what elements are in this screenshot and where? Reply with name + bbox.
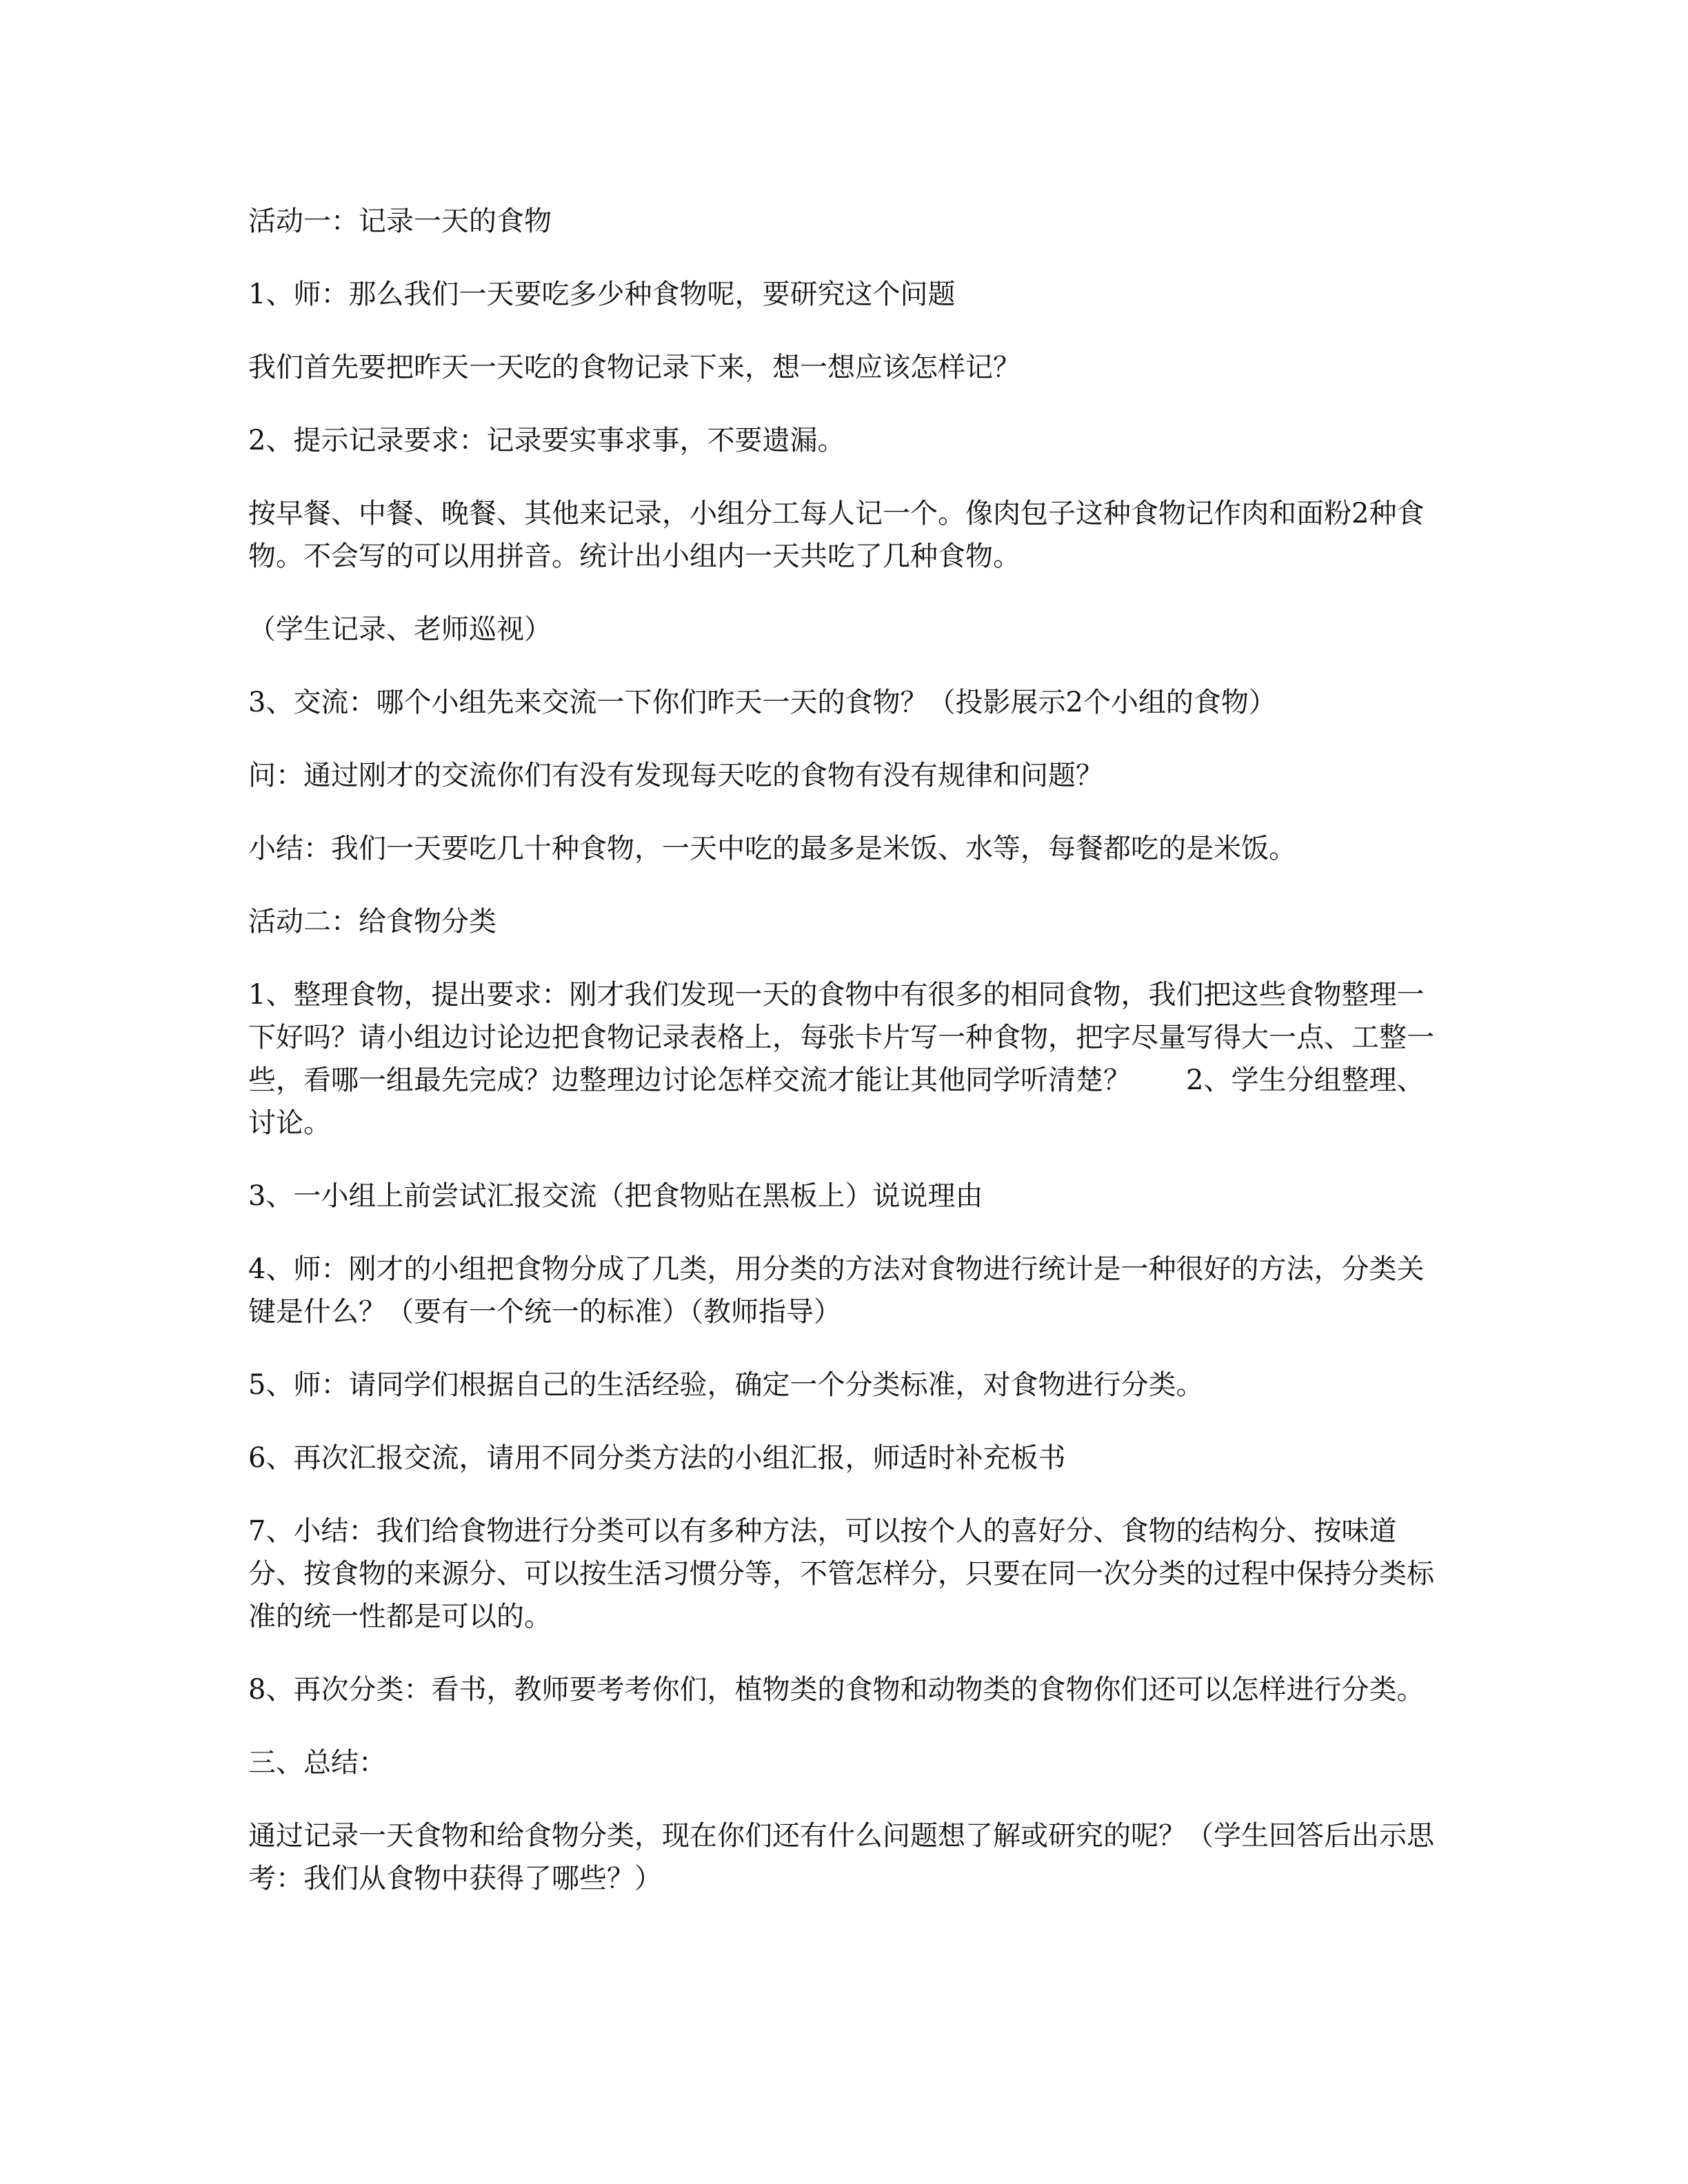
paragraph: 小结：我们一天要吃几十种食物，一天中吃的最多是米饭、水等，每餐都吃的是米饭。 [248, 833, 1296, 865]
paragraph: 2、提示记录要求：记录要实事求事，不要遗漏。 [248, 425, 845, 456]
paragraph: 3、一小组上前尝试汇报交流（把食物贴在黑板上）说说理由 [248, 1180, 983, 1212]
activity-two-heading: 活动二：给食物分类 [248, 906, 496, 938]
paragraph: 7、小结：我们给食物进行分类可以有多种方法，可以按个人的喜好分、食物的结构分、按味道分、按食物的来源分、可以按生活习惯分等，不管怎样分，只要在同一次分类的过程中保持分类标准的统一性都是可以的。 [248, 1515, 1434, 1632]
paragraph: 我们首先要把昨天一天吃的食物记录下来，想一想应该怎样记？ [248, 352, 1021, 383]
paragraph: 问：通过刚才的交流你们有没有发现每天吃的食物有没有规律和问题？ [248, 760, 1103, 791]
summary-heading: 三、总结： [248, 1747, 386, 1779]
paragraph: 1、师：那么我们一天要吃多少种食物呢，要研究这个问题 [248, 279, 956, 310]
paragraph: 通过记录一天食物和给食物分类，现在你们还有什么问题想了解或研究的呢？（学生回答后出示思考：我们从食物中获得了哪些？） [248, 1820, 1434, 1894]
paragraph: 5、师：请同学们根据自己的生活经验，确定一个分类标准，对食物进行分类。 [248, 1369, 1204, 1401]
paragraph: 6、再次汇报交流，请用不同分类方法的小组汇报，师适时补充板书 [248, 1442, 1066, 1474]
paragraph: （学生记录、老师巡视） [248, 614, 552, 645]
paragraph: 8、再次分类：看书，教师要考考你们，植物类的食物和动物类的食物你们还可以怎样进行分类。 [248, 1674, 1425, 1706]
paragraph: 1、整理食物，提出要求：刚才我们发现一天的食物中有很多的相同食物，我们把这些食物整理一下好吗？请小组边讨论边把食物记录表格上，每张卡片写一种食物，把字尽量写得大一点、工整一些，看哪一组最先完成？边整理边讨论怎样交流才能让其他同学听清楚？ 2、学生分组整理、讨论。 [248, 979, 1434, 1139]
paragraph: 3、交流：哪个小组先来交流一下你们昨天一天的食物？（投影展示2个小组的食物） [248, 687, 1276, 718]
paragraph: 4、师：刚才的小组把食物分成了几类，用分类的方法对食物进行统计是一种很好的方法，分类关键是什么？（要有一个统一的标准）（教师指导） [248, 1253, 1425, 1328]
document-body [248, 200, 1441, 1930]
activity-one-heading: 活动一：记录一天的食物 [248, 205, 552, 237]
paragraph: 按早餐、中餐、晚餐、其他来记录，小组分工每人记一个。像肉包子这种食物记作肉和面粉2种食物。不会写的可以用拼音。统计出小组内一天共吃了几种食物。 [248, 498, 1425, 572]
